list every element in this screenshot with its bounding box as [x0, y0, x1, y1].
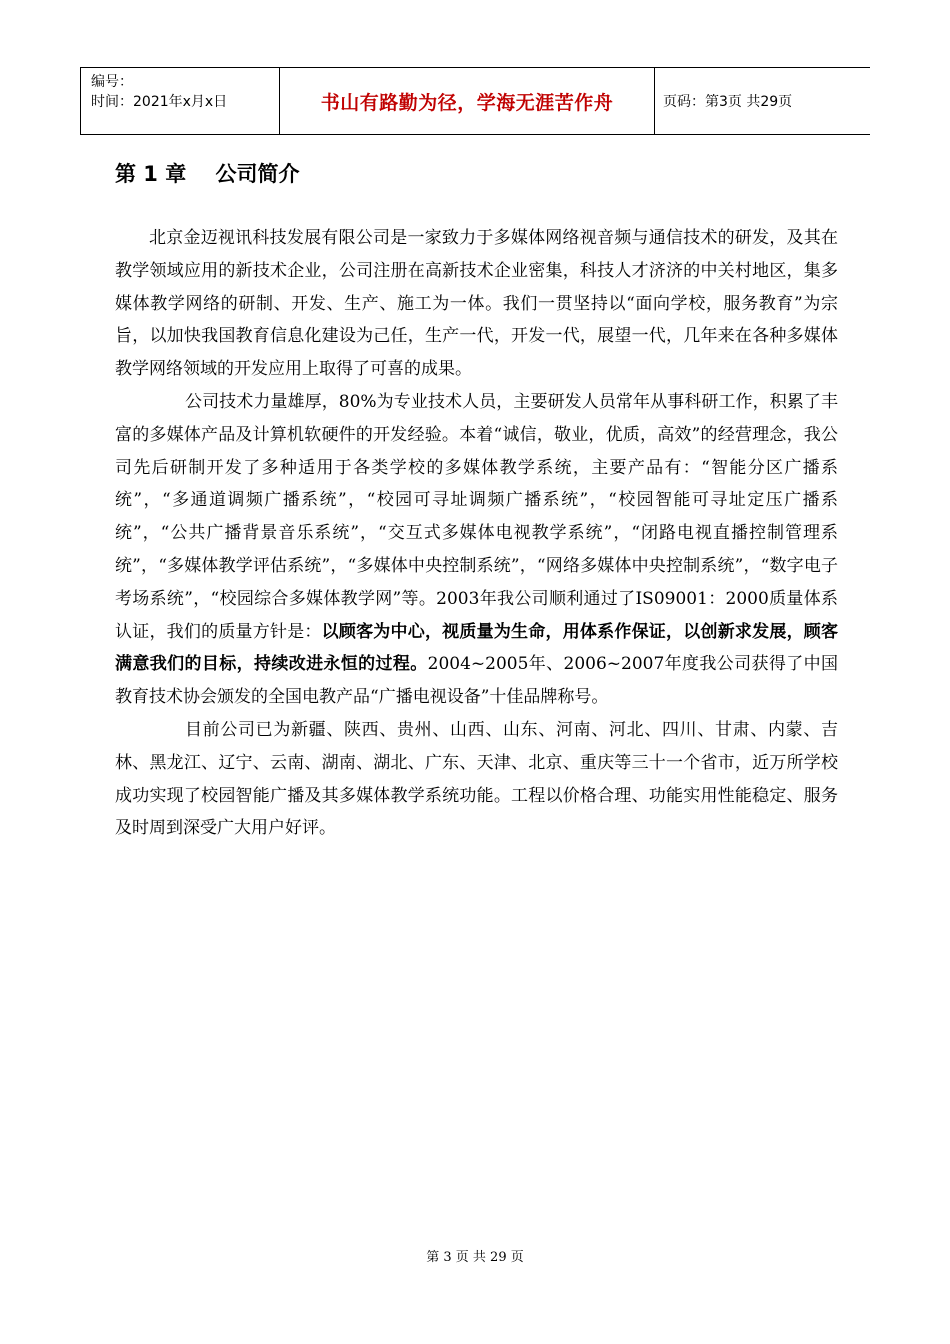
header-meta	[80, 68, 280, 134]
paragraph-technology	[115, 386, 838, 714]
document-number-label: 编号：	[91, 74, 133, 90]
paragraph-coverage: 目前公司已为新疆、陕西、贵州、山西、山东、河南、河北、四川、甘肃、内蒙、吉林、黑龙江、辽宁、云南、湖南、湖北、广东、天津、北京、重庆等三十一个省市，近万所学校成功实现了校园智能广播及其多媒体教学系统功能。工程以价格合理、功能实用性能稳定、服务及时周到深受广大用户好评。	[115, 719, 838, 839]
page-footer: 第 3 页 共 29 页	[426, 1250, 524, 1265]
header-motto: 书山有路勤为径，学海无涯苦作舟	[320, 91, 614, 114]
chapter-title: 第 1 章 公司简介	[115, 162, 300, 186]
paragraph-intro: 北京金迈视讯科技发展有限公司是一家致力于多媒体网络视音频与通信技术的研发，及其在教学领域应用的新技术企业，公司注册在高新技术企业密集，科技人才济济的中关村地区，集多媒体教学网络的研制、开发、生产、施工为一体。我们一贯坚持以“面向学校，服务教育”为宗旨，以加快我国教育信息化建设为己任，生产一代，开发一代，展望一代，几年来在各种多媒体教学网络领域的开发应用上取得了可喜的成果。	[115, 228, 838, 380]
document-body	[115, 222, 838, 845]
header-motto-cell	[280, 68, 655, 134]
quality-policy: 以顾客为中心，视质量为生命，用体系作保证，以创新求发展，顾客满意我们的目标，持续改进永恒的过程。	[115, 621, 839, 675]
page-header	[80, 67, 870, 135]
paragraph-awards-text: 2004~2005年、2006~2007年度我公司获得了中国教育技术协会颁发的全国电教产品“广播电视设备”十佳品牌称号。	[115, 654, 839, 708]
header-page-info: 页码：第3页 共29页	[663, 94, 793, 110]
paragraph-technology-text: 公司技术力量雄厚，80%为专业技术人员，主要研发人员常年从事科研工作，积累了丰富的多媒体产品及计算机软硬件的开发经验。本着“诚信，敬业，优质，高效”的经营理念，我公司先后研制开发了多种适用于各类学校的多媒体教学系统，主要产品有：“智能分区广播系统”，“多通道调频广播系统”，“校园可寻址调频广播系统”，“校园智能可寻址定压广播系统”，“公共广播背景音乐系统”，“交互式多媒体电视教学系统”，“闭路电视直播控制管理系统”，“多媒体教学评估系统”，“多媒体中央控制系统”，“网络多媒体中央控制系统”，“数字电子考场系统”，“校园综合多媒体教学网”等。2003年我公司顺利通过了IS09001：2000质量体系认证，我们的质量方针是：	[115, 391, 838, 642]
document-time-label: 时间：2021年x月x日	[91, 94, 228, 110]
